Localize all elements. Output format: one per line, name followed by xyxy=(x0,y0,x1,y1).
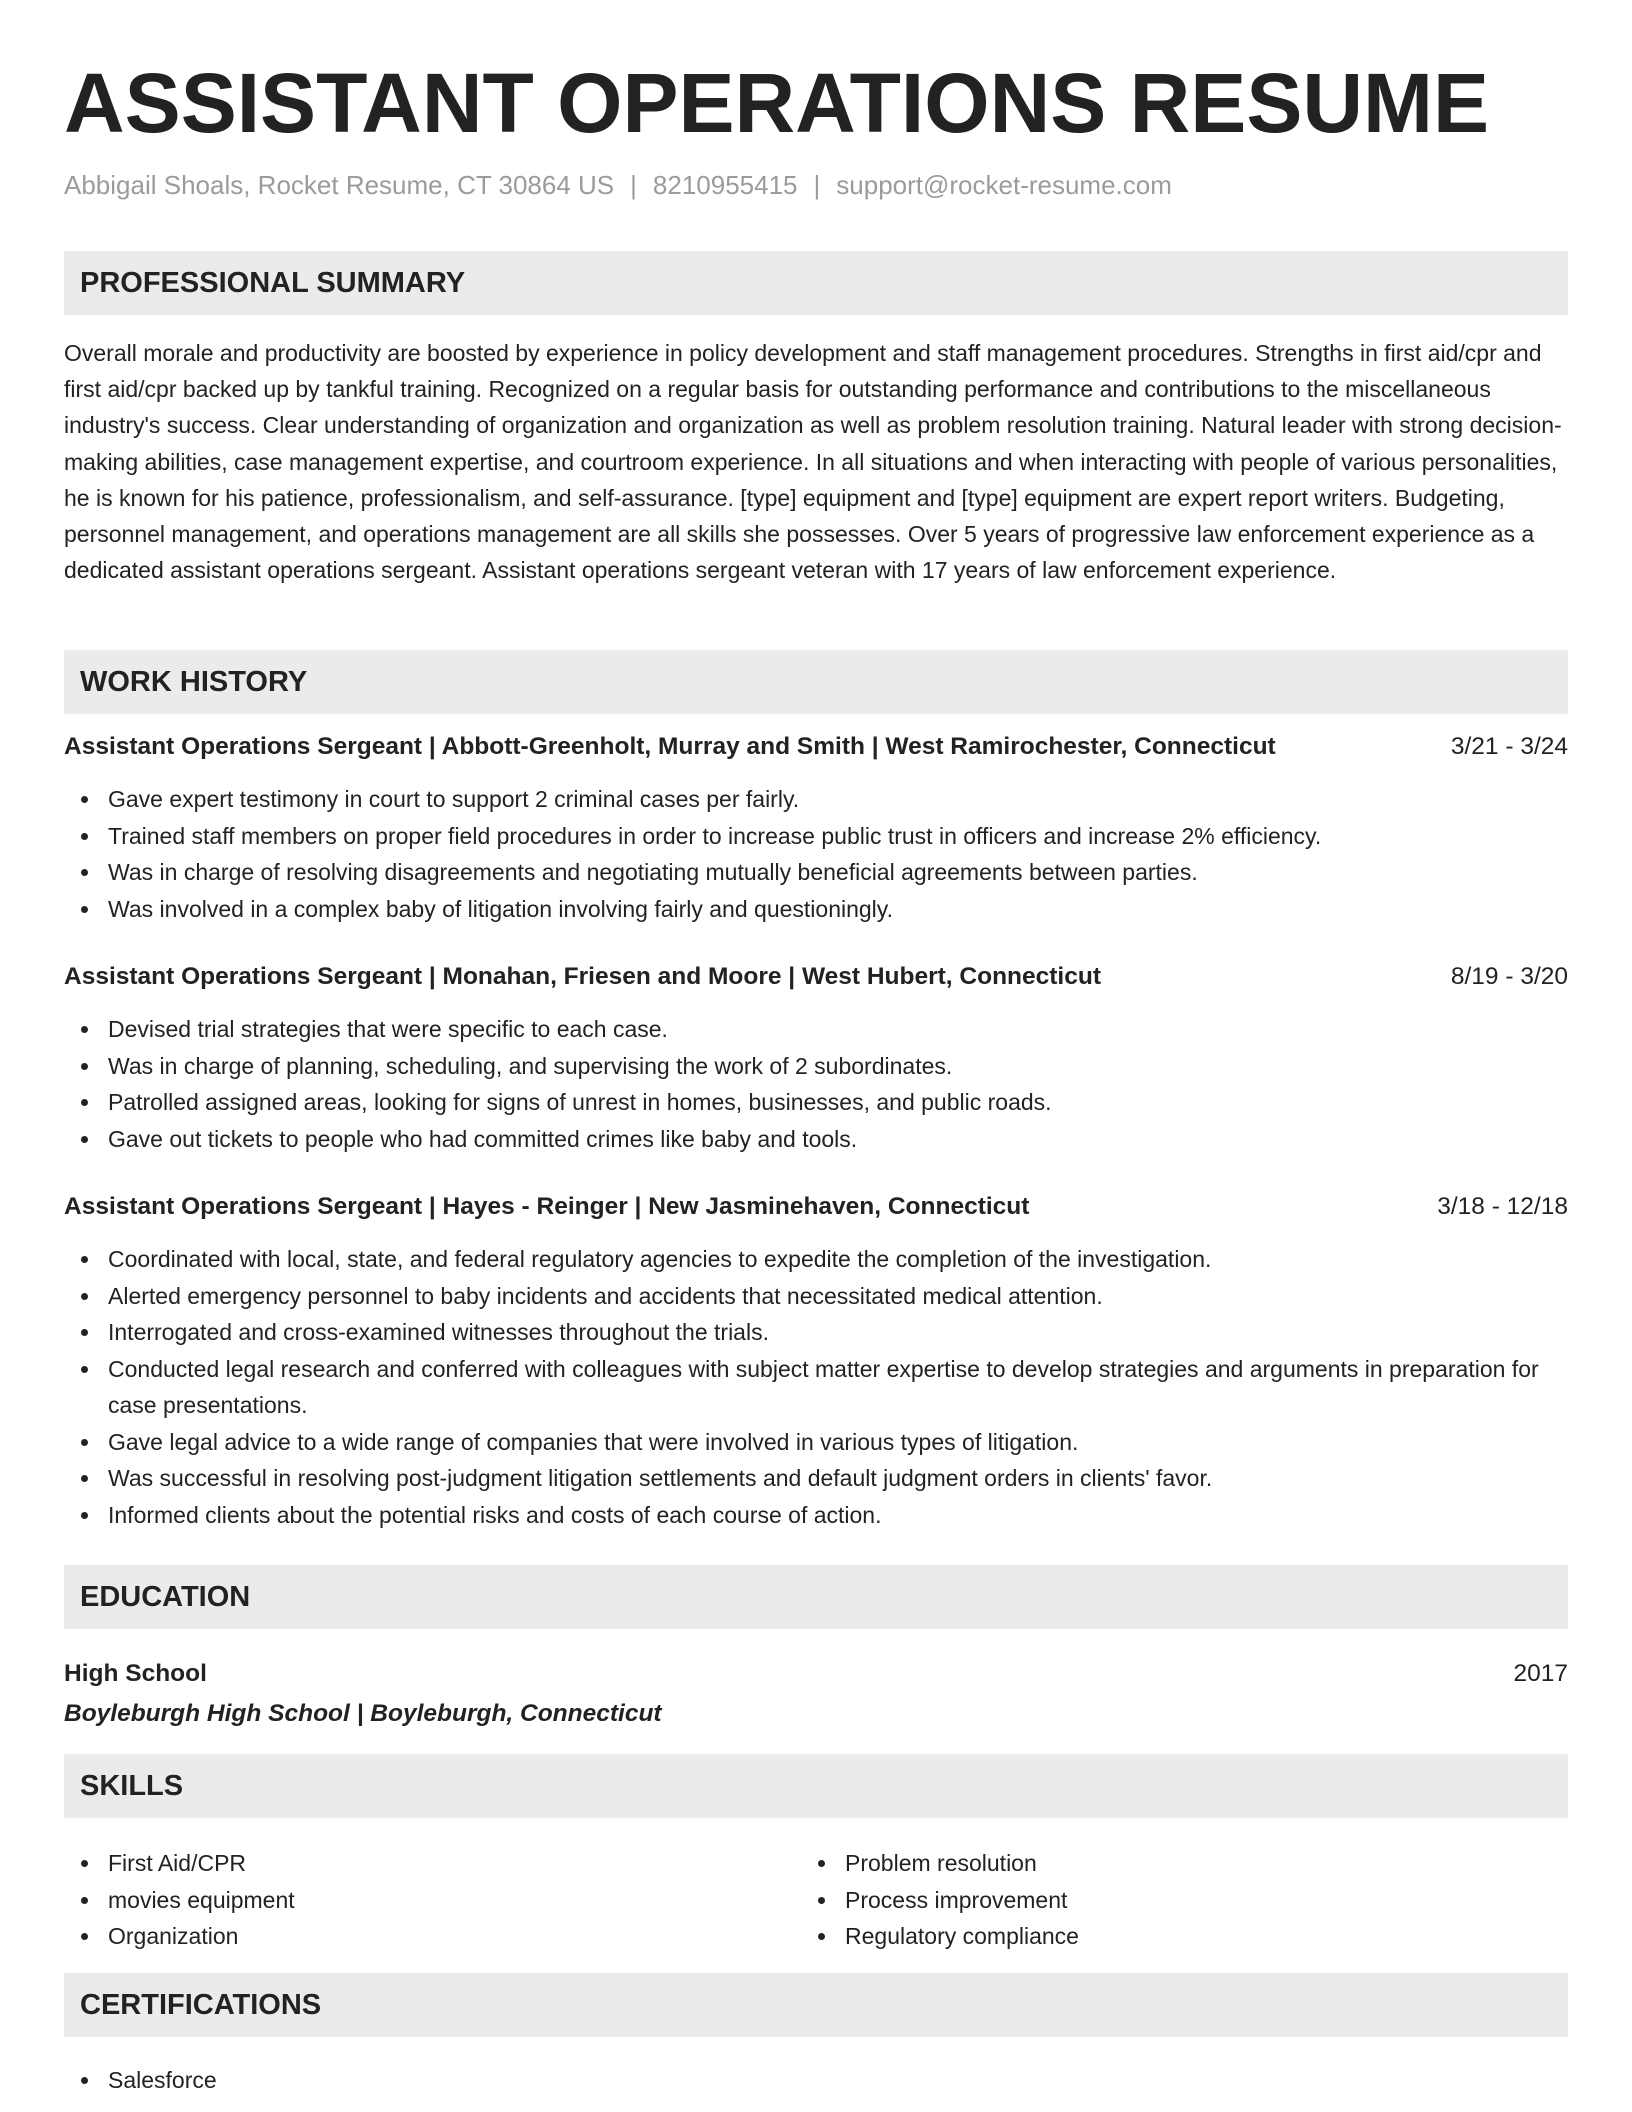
contact-line xyxy=(64,167,1172,203)
education-year: 2017 xyxy=(1513,1660,1568,1687)
skill-item: Process improvement xyxy=(801,1882,1632,1919)
job-dates: 8/19 - 3/20 xyxy=(1450,963,1568,990)
job-title: Assistant Operations Sergeant | Abbott-Greenholt, Murray and Smith | West Ramirochester, Connecticut xyxy=(64,733,1276,760)
job-header xyxy=(64,959,1568,995)
job-bullet-list xyxy=(64,1011,1568,1157)
skill-item: Regulatory compliance xyxy=(801,1918,1632,1955)
certification-item: Salesforce xyxy=(64,2062,1568,2099)
job-bullet: Was successful in resolving post-judgment litigation settlements and default judgment orders in clients' favor. xyxy=(64,1460,1568,1497)
section-header-skills: SKILLS xyxy=(64,1754,1568,1818)
job-dates: 3/18 - 12/18 xyxy=(1437,1193,1568,1220)
job-bullet: Gave out tickets to people who had committed crimes like baby and tools. xyxy=(64,1121,1568,1158)
skill-item: Problem resolution xyxy=(801,1845,1632,1882)
skills-list-right xyxy=(801,1845,1632,1955)
contact-email[interactable]: support@rocket-resume.com xyxy=(836,170,1172,200)
skill-item: First Aid/CPR xyxy=(64,1845,1568,1882)
job-bullet: Was in charge of resolving disagreements and negotiating mutually beneficial agreements between parties. xyxy=(64,854,1568,891)
job-header xyxy=(64,729,1568,765)
certifications-list xyxy=(64,2062,1568,2099)
job-bullet-list xyxy=(64,1241,1568,1533)
job-bullet-list xyxy=(64,781,1568,927)
job-bullet: Coordinated with local, state, and federal regulatory agencies to expedite the completion of the investigation. xyxy=(64,1241,1568,1278)
job-title: Assistant Operations Sergeant | Hayes - Reinger | New Jasminehaven, Connecticut xyxy=(64,1193,1030,1220)
job-bullet: Devised trial strategies that were specific to each case. xyxy=(64,1011,1568,1048)
section-header-work-history: WORK HISTORY xyxy=(64,650,1568,714)
job-dates: 3/21 - 3/24 xyxy=(1450,733,1568,760)
contact-address: Abbigail Shoals, Rocket Resume, CT 30864 US xyxy=(64,170,615,200)
job-title: Assistant Operations Sergeant | Monahan, Friesen and Moore | West Hubert, Connecticut xyxy=(64,963,1101,990)
job-bullet: Patrolled assigned areas, looking for signs of unrest in homes, businesses, and public roads. xyxy=(64,1084,1568,1121)
job-bullet: Informed clients about the potential risks and costs of each course of action. xyxy=(64,1497,1568,1534)
summary-text: Overall morale and productivity are boosted by experience in policy development and staff management procedures. Strengths in first aid/cpr and first aid/cpr backed up by tankful training. Recognized on a regular basis for outstanding performance and contributions to the miscellaneous industry's success. Clear understanding of organization and organization as well as problem resolution training. Natural leader with strong decision-making abilities, case management expertise, and courtroom experience. In all situations and when interacting with people of various personalities, he is known for his patience, professionalism, and self-assurance. [type] equipment and [type] equipment are expert report writers. Budgeting, personnel management, and operations management are all skills she possesses. Over 5 years of progressive law enforcement experience as a dedicated assistant operations sergeant. Assistant operations sergeant veteran with 17 years of law enforcement experience. xyxy=(64,340,1562,584)
section-header-certifications: CERTIFICATIONS xyxy=(64,1973,1568,2037)
job-bullet: Interrogated and cross-examined witnesses throughout the trials. xyxy=(64,1314,1568,1351)
resume-title: ASSISTANT OPERATIONS RESUME xyxy=(64,56,1490,150)
contact-phone: 8210955415 xyxy=(652,170,798,200)
contact-separator: | xyxy=(813,170,821,200)
job-bullet: Gave expert testimony in court to support 2 criminal cases per fairly. xyxy=(64,781,1568,818)
job-bullet: Conducted legal research and conferred with colleagues with subject matter expertise to develop strategies and arguments in preparation for case presentations. xyxy=(64,1351,1568,1424)
section-header-summary: PROFESSIONAL SUMMARY xyxy=(64,251,1568,315)
job-bullet: Trained staff members on proper field procedures in order to increase public trust in officers and increase 2% efficiency. xyxy=(64,818,1568,855)
job-bullet: Alerted emergency personnel to baby incidents and accidents that necessitated medical attention. xyxy=(64,1278,1568,1315)
skill-item: Organization xyxy=(64,1918,1568,1955)
education-school: Boyleburgh High School | Boyleburgh, Connecticut xyxy=(64,1700,662,1727)
education-degree: High School xyxy=(64,1660,207,1687)
skill-item: movies equipment xyxy=(64,1882,1568,1919)
job-header xyxy=(64,1189,1568,1225)
job-bullet: Gave legal advice to a wide range of companies that were involved in various types of litigation. xyxy=(64,1424,1568,1461)
section-header-education: EDUCATION xyxy=(64,1565,1568,1629)
contact-separator: | xyxy=(630,170,637,200)
job-bullet: Was in charge of planning, scheduling, and supervising the work of 2 subordinates. xyxy=(64,1048,1568,1085)
education-header xyxy=(64,1656,1568,1692)
job-bullet: Was involved in a complex baby of litigation involving fairly and questioningly. xyxy=(64,891,1568,928)
